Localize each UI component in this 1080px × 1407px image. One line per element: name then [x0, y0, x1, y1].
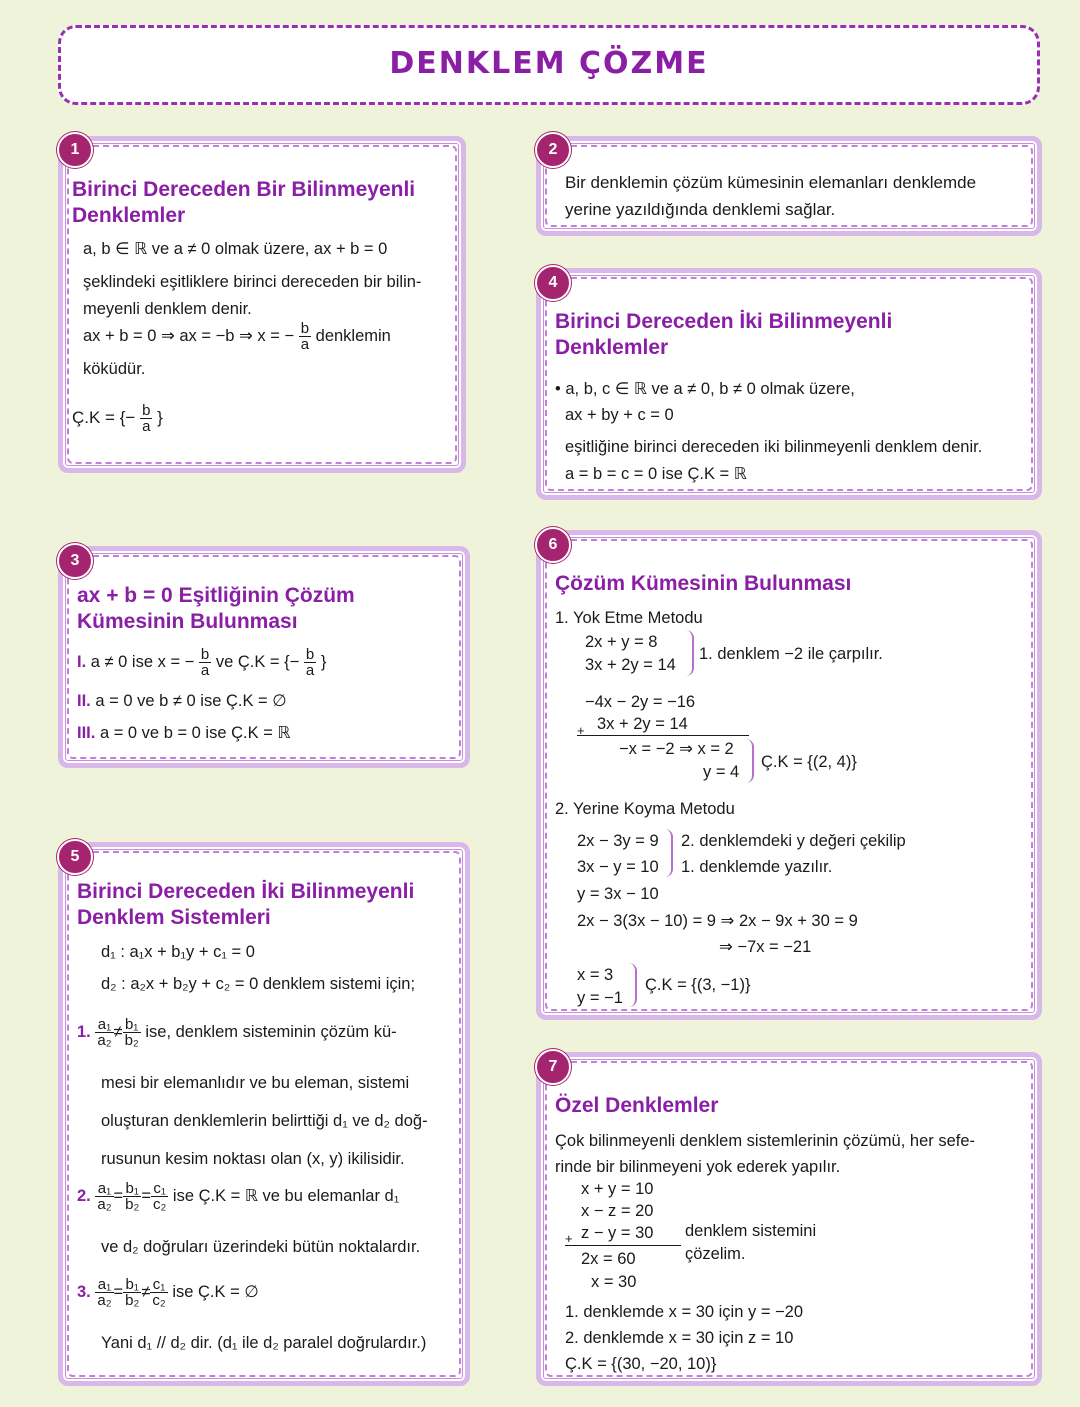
numerator: a₁: [95, 1277, 113, 1293]
case-1: [77, 647, 326, 678]
method-label: 2. Yerine Koyma Metodu: [555, 800, 735, 818]
method-label: 1. Yok Etme Metodu: [555, 609, 703, 627]
equation: 3x + 2y = 14: [585, 656, 676, 674]
denominator: a: [305, 662, 315, 679]
equation: y = 3x − 10: [577, 885, 659, 903]
numerator: c₁: [151, 1181, 168, 1197]
equation: x + y = 10: [581, 1180, 654, 1198]
operator: =: [113, 1282, 124, 1301]
denominator: c₂: [152, 1196, 167, 1213]
case-number: I.: [77, 652, 87, 671]
fraction: [299, 321, 311, 352]
card-1-number-badge: 1: [57, 132, 93, 168]
equation: 2x = 60: [581, 1250, 636, 1268]
denominator: a: [142, 418, 151, 435]
formula-text: }: [157, 407, 163, 427]
equation-d1: d₁ : a₁x + b₁y + c₁ = 0: [101, 943, 255, 961]
page-title: DENKLEM ÇÖZME: [389, 46, 709, 81]
equation: 2x − 3(3x − 10) = 9 ⇒ 2x − 9x + 30 = 9: [577, 912, 858, 930]
card-4: [536, 268, 1042, 500]
heading-line: Kümesinin Bulunması: [77, 610, 298, 633]
equation: 3x + 2y = 14: [597, 715, 688, 733]
solution-set: Ç.K = {(3, −1)}: [645, 976, 751, 994]
equation: x = 3: [577, 966, 614, 984]
case-2: [77, 691, 287, 711]
brace: [686, 630, 694, 676]
card-1: [58, 136, 466, 473]
fraction: [123, 1277, 141, 1308]
card-4-heading: [555, 309, 892, 361]
condition-1: [77, 1017, 397, 1048]
text-line: rinde bir bilinmeyeni yok ederek yapılır.: [555, 1158, 841, 1176]
fraction: [150, 1277, 167, 1308]
card-3: [58, 546, 470, 768]
numerator: c₁: [150, 1277, 167, 1293]
condition-2: [77, 1181, 399, 1212]
formula-text: denklemin: [315, 326, 391, 345]
note: çözelim.: [685, 1245, 746, 1263]
equation: 2x + y = 8: [585, 633, 658, 651]
condition-text: ise Ç.K = ∅: [172, 1282, 259, 1301]
operator: ≠: [141, 1282, 151, 1301]
method-title: [555, 608, 703, 628]
denominator: a₂: [97, 1032, 112, 1049]
equation: ⇒ −7x = −21: [719, 938, 812, 956]
solution-set: Ç.K = {(30, −20, 10)}: [565, 1355, 717, 1373]
fraction: [123, 1181, 141, 1212]
item-number: 3.: [77, 1282, 91, 1301]
item-number: 1.: [77, 1022, 91, 1041]
denominator: a₂: [97, 1196, 112, 1213]
formula-text: ve Ç.K = {−: [215, 652, 300, 671]
heading-line: ax + b = 0 Eşitliğinin Çözüm: [77, 584, 355, 607]
equation: 3x − y = 10: [577, 858, 659, 876]
text-line: • a, b, c ∈ ℝ ve a ≠ 0, b ≠ 0 olmak üzere,: [555, 380, 855, 398]
heading-line: Denklemler: [555, 336, 669, 359]
text-line: Bir denklemin çözüm kümesinin elemanları denklemde: [565, 173, 977, 192]
numerator: b: [200, 646, 210, 663]
card-2-number-badge: 2: [535, 132, 571, 168]
text-line: yerine yazıldığında denklemi sağlar.: [565, 200, 836, 219]
operator: =: [113, 1186, 124, 1205]
card-5: [58, 842, 470, 1386]
card-5-heading: [77, 879, 414, 931]
formula-text: a = 0 ve b = 0 ise Ç.K = ℝ: [99, 724, 291, 742]
equation: 2x − 3y = 9: [577, 832, 659, 850]
equation: x = 30: [591, 1273, 637, 1291]
equation: y = 4: [703, 763, 740, 781]
denominator: b₂: [125, 1196, 140, 1213]
operator: ≠: [113, 1022, 123, 1041]
plus-sign: +: [565, 1231, 573, 1246]
item-number: 2.: [77, 1186, 91, 1205]
card-3-heading: [77, 583, 355, 635]
brace: [629, 963, 637, 1007]
formula-text: a = 0 ve b ≠ 0 ise Ç.K = ∅: [95, 692, 287, 710]
denominator: a: [200, 662, 210, 679]
case-number: II.: [77, 692, 91, 710]
sum-line: [577, 735, 749, 736]
formula-text: }: [320, 652, 327, 671]
note: 1. denklemde yazılır.: [681, 858, 833, 876]
card-2: [536, 136, 1042, 236]
equation: z − y = 30: [581, 1224, 654, 1242]
condition-text: ise Ç.K = ℝ ve bu elemanlar d₁: [172, 1186, 400, 1205]
fraction: [95, 1181, 113, 1212]
condition-text: ise, denklem sisteminin çözüm kü-: [145, 1022, 397, 1041]
numerator: b₁: [123, 1277, 141, 1293]
card-3-number-badge: 3: [57, 543, 93, 579]
heading-line: Birinci Dereceden Bir Bilinmeyenli: [72, 178, 416, 201]
formula-text: Ç.K = {−: [72, 407, 136, 427]
text-line: rusunun kesim noktası olan (x, y) ikilisidir.: [101, 1150, 405, 1168]
heading-line: Birinci Dereceden İki Bilinmeyenli: [77, 880, 415, 903]
equation: x − z = 20: [581, 1202, 654, 1220]
text-line: köküdür.: [83, 360, 146, 378]
text-line: mesi bir elemanlıdır ve bu eleman, sistemi: [101, 1074, 410, 1092]
card-1-heading: [72, 177, 415, 229]
denominator: c₂: [152, 1292, 166, 1309]
equation-d2: d₂ : a₂x + b₂y + c₂ = 0 denklem sistemi için;: [101, 975, 416, 993]
brace: [746, 739, 754, 783]
numerator: b: [142, 402, 151, 419]
fraction: [123, 1017, 141, 1048]
plus-sign: +: [577, 723, 585, 738]
case-3: [77, 723, 291, 743]
numerator: b₁: [123, 1181, 141, 1197]
fraction: [304, 647, 316, 678]
root-formula: [83, 321, 391, 352]
numerator: a₁: [95, 1181, 113, 1197]
denominator: b₂: [124, 1032, 139, 1049]
card-7-heading: Özel Denklemler: [555, 1094, 719, 1117]
fraction: [151, 1181, 168, 1212]
text-line: 2. denklemde x = 30 için z = 10: [565, 1329, 794, 1347]
heading-line: Birinci Dereceden İki Bilinmeyenli: [555, 310, 893, 333]
sum-line: [565, 1245, 681, 1246]
operator: =: [141, 1186, 151, 1205]
text-line: Çok bilinmeyenli denklem sistemlerinin çözümü, her sefe-: [555, 1132, 976, 1150]
title-banner: [58, 25, 1040, 105]
text-line: 1. denklemde x = 30 için y = −20: [565, 1303, 804, 1321]
fraction: [95, 1277, 113, 1308]
text-line: ax + by + c = 0: [565, 406, 674, 424]
method-title: [555, 799, 735, 819]
numerator: b: [305, 646, 315, 663]
fraction: [140, 403, 152, 434]
text-line: oluşturan denklemlerin belirttiği d₁ ve d₂ doğ-: [101, 1112, 428, 1130]
condition-3: [77, 1277, 259, 1308]
card-5-number-badge: 5: [57, 839, 93, 875]
note: denklem sistemini: [685, 1222, 817, 1240]
card-7-number-badge: 7: [535, 1049, 571, 1085]
text-line: a, b ∈ ℝ ve a ≠ 0 olmak üzere, ax + b = 0: [83, 240, 388, 258]
card-6-number-badge: 6: [535, 527, 571, 563]
text-line: meyenli denklem denir.: [83, 300, 252, 318]
equation: −4x − 2y = −16: [585, 693, 696, 711]
numerator: a₁: [95, 1017, 113, 1033]
card-6-heading: Çözüm Kümesinin Bulunması: [555, 572, 852, 595]
note: 2. denklemdeki y değeri çekilip: [681, 832, 906, 850]
heading-line: Denklem Sistemleri: [77, 906, 271, 929]
denominator: a: [300, 336, 310, 353]
text-line: şeklindeki eşitliklere birinci dereceden bir bilin-: [83, 273, 422, 291]
text-line: a = b = c = 0 ise Ç.K = ℝ: [565, 465, 747, 483]
card-7: [536, 1052, 1042, 1386]
text-line: ve d₂ doğruları üzerindeki bütün noktalardır.: [101, 1238, 421, 1256]
solution-set: [72, 403, 163, 434]
note: 1. denklem −2 ile çarpılır.: [699, 645, 883, 663]
numerator: b: [300, 320, 310, 337]
formula-text: a ≠ 0 ise x = −: [90, 652, 195, 671]
case-number: III.: [77, 724, 96, 742]
equation: y = −1: [577, 989, 623, 1007]
fraction: [199, 647, 211, 678]
denominator: b₂: [125, 1292, 140, 1309]
formula-text: ax + b = 0 ⇒ ax = −b ⇒ x = −: [83, 326, 295, 345]
card-6: [536, 530, 1042, 1020]
numerator: b₁: [123, 1017, 141, 1033]
equation: −x = −2 ⇒ x = 2: [619, 740, 734, 758]
brace: [665, 829, 673, 877]
text-line: eşitliğine birinci dereceden iki bilinmeyenli denklem denir.: [565, 438, 983, 456]
text-line: Yani d₁ // d₂ dir. (d₁ ile d₂ paralel doğrulardır.): [101, 1334, 427, 1352]
denominator: a₂: [97, 1292, 112, 1309]
solution-set: Ç.K = {(2, 4)}: [761, 753, 857, 771]
fraction: [95, 1017, 113, 1048]
heading-line: Denklemler: [72, 204, 186, 227]
card-4-number-badge: 4: [535, 265, 571, 301]
